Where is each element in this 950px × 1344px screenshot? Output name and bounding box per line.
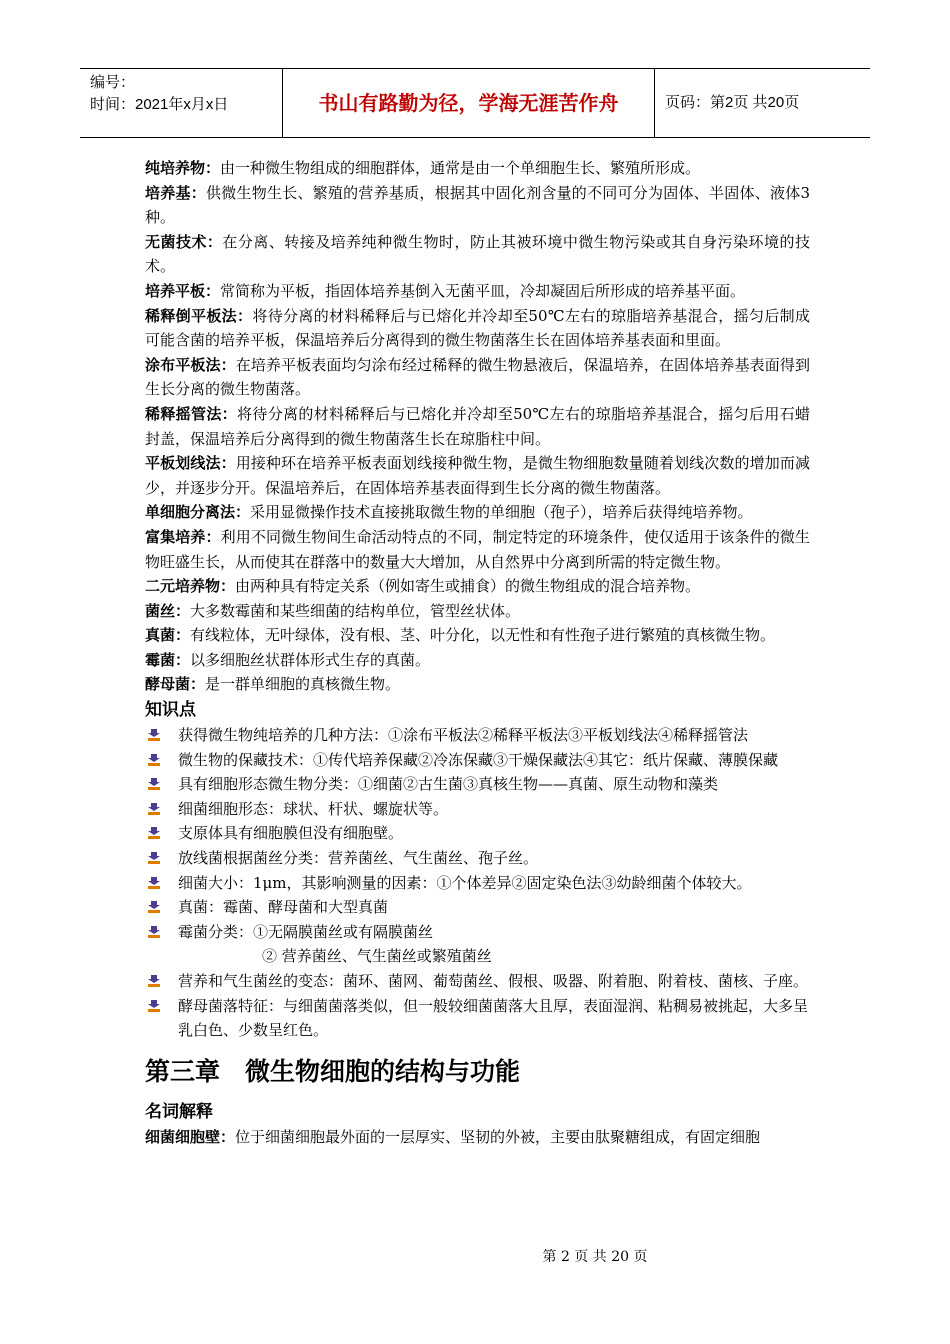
definitions-list (145, 156, 810, 697)
arrow-bullet-icon (148, 729, 160, 741)
definition-item (145, 353, 810, 402)
definition-text: 采用显微操作技术直接挑取微生物的单细胞（孢子），培养后获得纯培养物。 (250, 503, 753, 522)
definition-item (145, 500, 810, 525)
document-body (145, 156, 810, 1149)
definition-item (145, 230, 810, 279)
knowledge-item-text: 真菌：霉菌、酵母菌和大型真菌 (178, 898, 389, 917)
knowledge-item-text: 获得微生物纯培养的几种方法：①涂布平板法②稀释平板法③平板划线法④稀释摇管法 (178, 726, 749, 745)
definition-term: 菌丝： (145, 601, 191, 620)
knowledge-item (145, 723, 810, 748)
arrow-bullet-icon (148, 803, 160, 815)
knowledge-item-text: 放线菌根据菌丝分类：营养菌丝、气生菌丝、孢子丝。 (178, 849, 539, 868)
knowledge-item-text: 支原体具有细胞膜但没有细胞壁。 (178, 824, 404, 843)
header-page-label: 页码：第2页 共20页 (665, 94, 800, 111)
definition-term: 涂布平板法： (145, 355, 236, 374)
knowledge-item (145, 994, 810, 1043)
knowledge-item (145, 821, 810, 846)
definition-term: 细菌细胞壁： (145, 1127, 236, 1146)
arrow-bullet-icon (148, 975, 160, 987)
definition-term: 稀释倒平板法： (145, 306, 253, 325)
definition-item (145, 451, 810, 500)
arrow-bullet-icon (148, 1000, 160, 1012)
definition-term: 二元培养物： (145, 577, 236, 596)
header-motto: 书山有路勤为径，学海无涯苦作舟 (283, 69, 655, 137)
knowledge-continuation: ② 营养菌丝、气生菌丝或繁殖菌丝 (262, 947, 492, 966)
definition-text: 常简称为平板，指固体培养基倒入无菌平皿，冷却凝固后所形成的培养基平面。 (220, 281, 746, 300)
definition-item (145, 525, 810, 574)
definition-text: 供微生物生长、繁殖的营养基质，根据其中固化剂含量的不同可分为固体、半固体、液体3种。 (145, 183, 810, 227)
definition-item (145, 304, 810, 353)
page-header (80, 68, 870, 138)
definition-term: 稀释摇管法： (145, 404, 238, 423)
definition-item (145, 156, 810, 181)
definition-text: 由一种微生物组成的细胞群体，通常是由一个单细胞生长、繁殖所形成。 (220, 159, 701, 177)
definition-item (145, 574, 810, 599)
arrow-bullet-icon (148, 901, 160, 913)
definition-term: 真菌： (145, 626, 191, 645)
definition-term: 酵母菌： (145, 675, 206, 694)
definition-item (145, 648, 810, 673)
definition-item (145, 623, 810, 648)
definition-term: 培养基： (145, 183, 206, 202)
knowledge-item (145, 895, 810, 920)
definition-text: 以多细胞丝状群体形式生存的真菌。 (190, 650, 431, 669)
definition-term: 培养平板： (145, 281, 221, 300)
time-label: 时间：2021年x月x日 (90, 96, 229, 113)
page-footer: 第 2 页 共 20 页 (542, 1249, 648, 1265)
knowledge-item-text: 微生物的保藏技术：①传代培养保藏②冷冻保藏③干燥保藏法④其它：纸片保藏、薄膜保藏 (178, 750, 779, 769)
definition-text: 利用不同微生物间生命活动特点的不同，制定特定的环境条件，使仅适用于该条件的微生物旺盛生长，从而使其在群落中的数量大大增加，从自然界中分离到所需的特定微生物。 (145, 527, 810, 571)
knowledge-list-continued (145, 969, 810, 1043)
definition-term: 无菌技术： (145, 232, 223, 251)
arrow-bullet-icon (148, 852, 160, 864)
knowledge-item-text: 酵母菌落特征：与细菌菌落类似，但一般较细菌菌落大且厚，表面湿润、粘稠易被挑起，大多呈乳白色、少数呈红色。 (178, 996, 809, 1040)
definition-item (145, 402, 810, 451)
definition-term: 平板划线法： (145, 454, 236, 473)
definition-term: 霉菌： (145, 650, 191, 669)
number-label: 编号： (90, 74, 136, 91)
header-meta (80, 69, 283, 137)
knowledge-item (145, 748, 810, 773)
definition-text: 将待分离的材料稀释后与已熔化并冷却至50℃左右的琼脂培养基混合，摇匀后制成可能含菌的培养平板，保温培养后分离得到的微生物菌落生长在固体培养基表面和里面。 (145, 306, 810, 350)
knowledge-list (145, 723, 810, 944)
definition-text: 在培养平板表面均匀涂布经过稀释的微生物悬液后，保温培养，在固体培养基表面得到生长分离的微生物菌落。 (145, 355, 810, 399)
definition-term: 纯培养物： (145, 159, 221, 177)
arrow-bullet-icon (148, 926, 160, 938)
knowledge-item (145, 772, 810, 797)
knowledge-item-text: 细菌细胞形态：球状、杆状、螺旋状等。 (178, 799, 449, 818)
definition-item (145, 599, 810, 624)
definition-item (145, 181, 810, 230)
definition-text: 大多数霉菌和某些细菌的结构单位，管型丝状体。 (190, 601, 521, 620)
definition-text: 由两种具有特定关系（例如寄生或捕食）的微生物组成的混合培养物。 (235, 577, 701, 596)
arrow-bullet-icon (148, 754, 160, 766)
definition-text: 是一群单细胞的真核微生物。 (205, 675, 401, 694)
knowledge-item-text: 具有细胞形态微生物分类：①细菌②古生菌③真核生物——真菌、原生动物和藻类 (178, 775, 719, 794)
definition-text: 有线粒体，无叶绿体，没有根、茎、叶分化，以无性和有性孢子进行繁殖的真核微生物。 (190, 626, 776, 645)
arrow-bullet-icon (148, 778, 160, 790)
knowledge-item-text: 营养和气生菌丝的变态：菌环、菌网、葡萄菌丝、假根、吸器、附着胞、附着枝、菌核、子座。 (178, 972, 809, 990)
definition-text: 位于细菌细胞最外面的一层厚实、坚韧的外被，主要由肽聚糖组成，有固定细胞 (235, 1127, 761, 1146)
knowledge-item-text: 霉菌分类：①无隔膜菌丝或有隔膜菌丝 (178, 922, 434, 941)
definition-item (145, 279, 810, 304)
arrow-bullet-icon (148, 877, 160, 889)
chapter-title: 第三章 微生物细胞的结构与功能 (145, 1056, 521, 1086)
knowledge-item (145, 969, 810, 994)
knowledge-item (145, 797, 810, 822)
definition-text: 用接种环在培养平板表面划线接种微生物，是微生物细胞数量随着划线次数的增加而减少，并逐步分开。保温培养后，在固体培养基表面得到生长分离的微生物菌落。 (145, 454, 810, 497)
knowledge-item (145, 846, 810, 871)
knowledge-item (145, 871, 810, 896)
definition-item (145, 672, 810, 697)
definition-term: 富集培养： (145, 527, 221, 546)
knowledge-item (145, 920, 810, 945)
definition-item (145, 1125, 810, 1150)
knowledge-heading: 知识点 (145, 700, 196, 721)
definition-text: 在分离、转接及培养纯种微生物时，防止其被环境中微生物污染或其自身污染环境的技术。 (145, 232, 810, 276)
definition-term: 单细胞分离法： (145, 503, 251, 522)
arrow-bullet-icon (148, 827, 160, 839)
chapter-subheading: 名词解释 (145, 1101, 213, 1122)
knowledge-item-text: 细菌大小：1μm，其影响测量的因素：①个体差异②固定染色法③幼龄细菌个体较大。 (178, 873, 752, 892)
definition-text: 将待分离的材料稀释后与已熔化并冷却至50℃左右的琼脂培养基混合，摇匀后用石蜡封盖，保温培养后分离得到的微生物菌落生长在琼脂柱中间。 (145, 404, 810, 448)
